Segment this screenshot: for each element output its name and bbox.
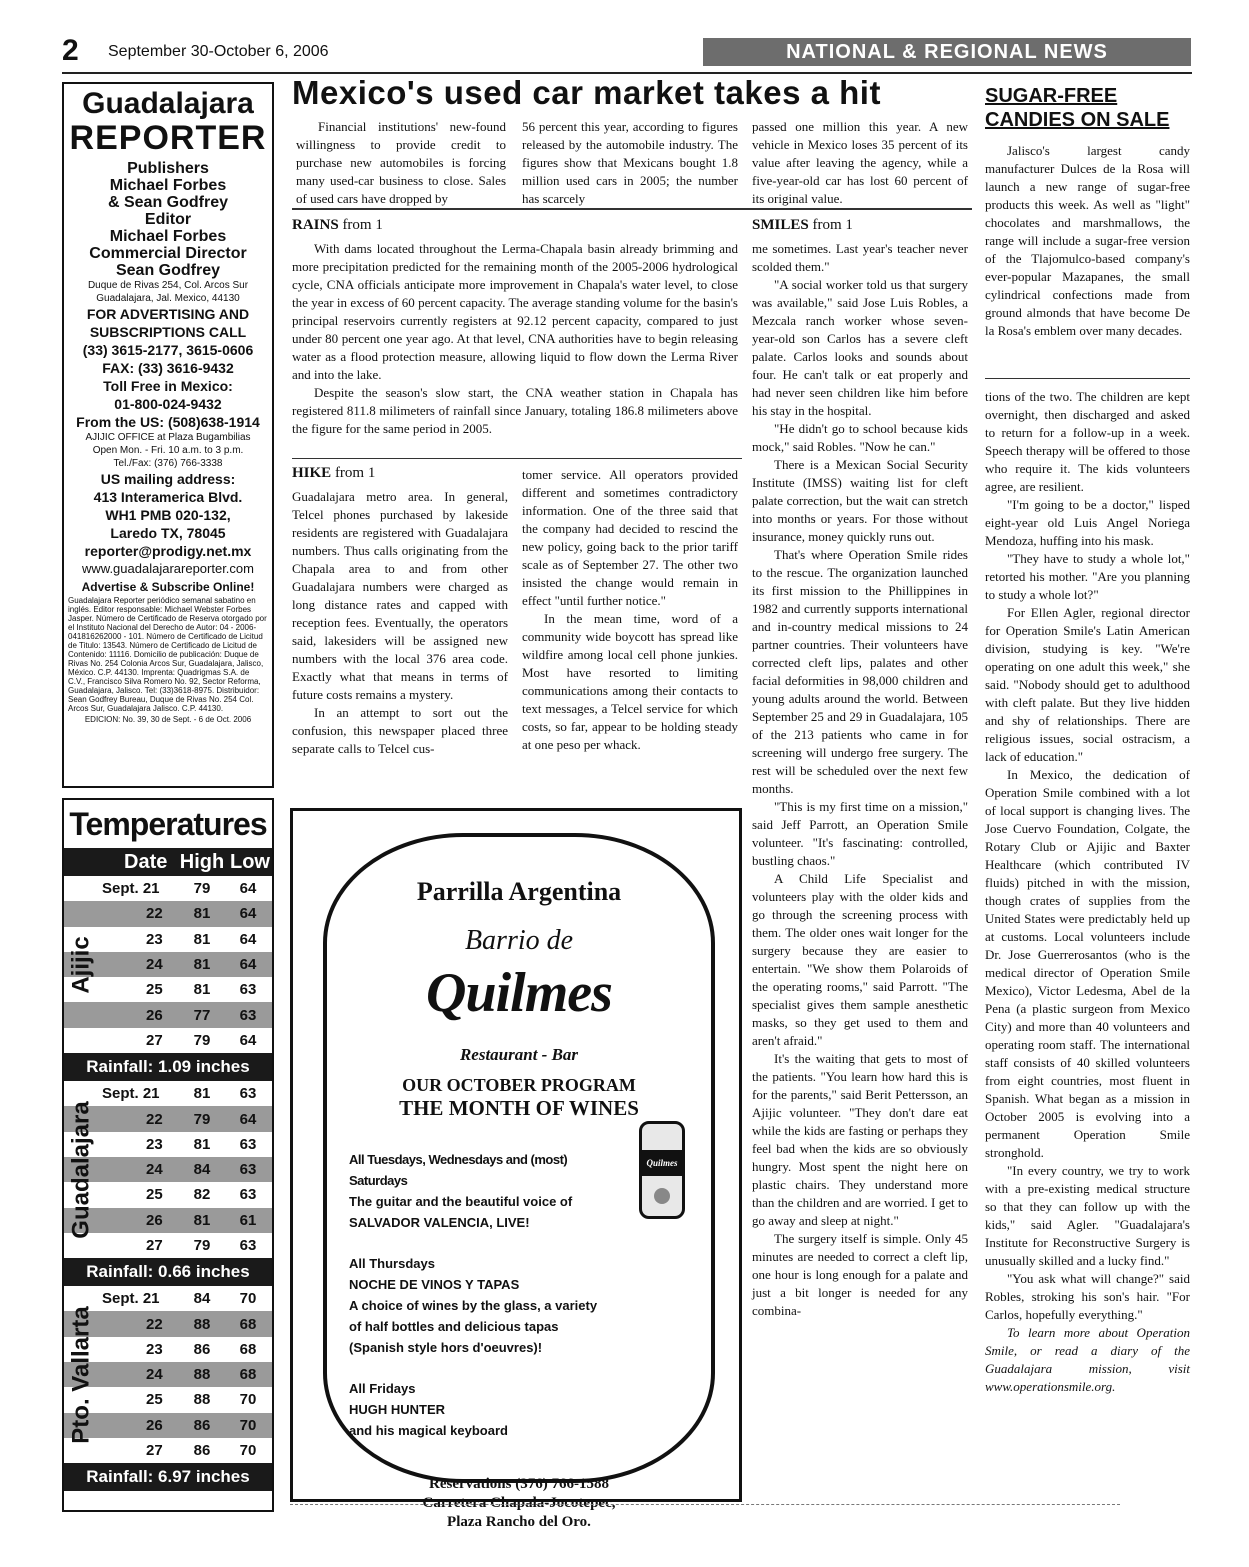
temperatures-title: Temperatures — [69, 806, 267, 842]
used-car-col2-text: 56 percent this year, according to figures released by the automobile industry. The figures show that Mexicans bought 1.8 million used cars in 2005; the number has scarcely — [522, 119, 738, 206]
ad-subtitle: Restaurant - Bar — [459, 1045, 579, 1064]
ad-events — [349, 1149, 609, 1441]
temperature-high: 82 — [193, 1186, 211, 1204]
temperature-high: 79 — [193, 1110, 211, 1128]
masthead-ads-line2: SUBSCRIPTIONS CALL — [89, 324, 247, 340]
temperature-low: 70 — [239, 1290, 257, 1308]
ad-event1-title: All Tuesdays, Wednesdays and (most) Saturdays — [349, 1152, 568, 1188]
ad-event1-line: SALVADOR VALENCIA, LIVE! — [349, 1215, 530, 1230]
ad-event3-title: All Fridays — [349, 1381, 416, 1396]
temperature-date: 24 — [146, 1366, 163, 1384]
beer-can-graphic — [639, 1121, 685, 1219]
hike-col1 — [292, 464, 508, 758]
temperature-date: 24 — [146, 956, 163, 974]
masthead-role: Sean Godfrey — [115, 262, 221, 279]
used-car-rule — [292, 208, 972, 210]
smiles-article — [752, 216, 968, 1320]
temperature-high: 81 — [193, 905, 211, 923]
restaurant-ad — [290, 808, 742, 1530]
temperature-date: 22 — [146, 1315, 163, 1333]
city-name-label: Ajijic — [68, 935, 96, 994]
masthead-website[interactable]: www.guadalajarareporter.com — [82, 561, 254, 576]
ad-reservations-plaza: Plaza Rancho del Oro. — [447, 1514, 591, 1530]
temperature-low: 64 — [239, 1031, 257, 1049]
smiles-body — [752, 240, 968, 1320]
temperature-low: 63 — [239, 981, 257, 999]
rainfall-total: Rainfall: 1.09 inches — [64, 1053, 272, 1081]
article-paragraph: tions of the two. The children are kept overnight, then discharged and asked to return for a follow-up in a week. Speech therapy will be offered to those who require it. The kids volunteers agree, are resilient. — [985, 389, 1190, 494]
sugar-headline-line1: SUGAR-FREE — [985, 85, 1118, 107]
smiles-from: from 1 — [808, 217, 853, 233]
article-paragraph: "In every country, we try to work with a pre-existing medical structure so that they can follow up with the kids," said Agler. "Guadalajara's Institute for Reconstructive Surgery is unusually skilled and a lucky find." — [985, 1163, 1190, 1268]
sugar-headline-line2: CANDIES ON SALE — [985, 109, 1170, 131]
city-name-label: Pto. Vallarta — [68, 1305, 96, 1444]
temperature-date: 25 — [146, 1391, 163, 1409]
temperature-high: 84 — [193, 1290, 211, 1308]
used-car-col3 — [752, 118, 968, 208]
masthead-address2: Guadalajara, Jal. Mexico, 44130 — [96, 293, 240, 304]
temperature-high: 79 — [193, 1031, 211, 1049]
ad-event2-line: NOCHE DE VINOS Y TAPAS — [349, 1277, 520, 1292]
masthead-us-mail2: WH1 PMB 020-132, — [105, 507, 231, 523]
ad-brand: Quilmes — [426, 962, 612, 1024]
temperature-date: 27 — [146, 1442, 163, 1460]
ad-oval — [323, 833, 715, 1530]
temperature-low: 68 — [239, 1315, 257, 1333]
issue-date: September 30-October 6, 2006 — [108, 43, 329, 60]
temperature-high: 84 — [193, 1161, 211, 1179]
temperature-low: 64 — [239, 905, 257, 923]
temperature-date: 26 — [146, 1416, 163, 1434]
hike-paragraph: tomer service. All operators provided different and sometimes contradictory information. One of the three said that the company had decided to rescind the new policy, going back to the prior tariff scale as of September 27. The other two insisted the change would remain in effect "until further notice." — [522, 467, 738, 608]
city-block — [64, 876, 272, 1053]
article-paragraph: "This is my first time on a mission," said Jeff Parrott, an Operation Smile volunteer. "It's fascinating: controlled, bustling chaos." — [752, 799, 968, 868]
temperature-date: 22 — [146, 905, 163, 923]
hike-paragraph: In an attempt to sort out the confusion, this newspaper placed three separate calls to Telcel cus- — [292, 705, 508, 756]
masthead-email[interactable]: reporter@prodigy.net.mx — [84, 543, 252, 559]
temperature-date: 24 — [146, 1161, 163, 1179]
header-date: Date — [124, 851, 168, 873]
article-paragraph: "A social worker told us that surgery was available," said Jose Luis Robles, a Mezcala ranch worker whose seven-year-old son Carlos has a severe cleft palate. Carlos looks and sounds about four. He can't talk or eat properly and had never seen children like him before his stay in the hospital. — [752, 277, 968, 418]
masthead-from-us: From the US: (508)638-1914 — [76, 414, 260, 430]
city-name — [64, 1081, 100, 1258]
header-low: Low — [230, 851, 270, 873]
ad-reservations-address: Carretera Chapala-Jocotepec, — [422, 1495, 616, 1511]
smiles-tail: To learn more about Operation Smile, or read a diary of the Guadalajara mission, visit www.operationsmile.org. — [985, 1325, 1190, 1394]
temperatures-header-row — [64, 848, 272, 876]
masthead-advertise: Advertise & Subscribe Online! — [81, 580, 255, 594]
city-name-label: Guadalajara — [68, 1100, 95, 1239]
temperature-date: Sept. 21 — [102, 880, 160, 898]
temperature-high: 86 — [193, 1416, 211, 1434]
masthead-address1: Duque de Rivas 254, Col. Arcos Sur — [87, 280, 249, 291]
city-name — [64, 1286, 100, 1463]
temperature-high: 88 — [193, 1366, 211, 1384]
masthead-box — [62, 82, 274, 788]
article-paragraph: There is a Mexican Social Security Institute (IMSS) waiting list for cleft palate correction, but the wait can stretch into months or years. For those without insurance, money quickly runs out. — [752, 457, 968, 544]
temperature-high: 81 — [193, 956, 211, 974]
city-list — [64, 876, 272, 1491]
masthead-name-line1: Guadalajara — [82, 87, 254, 120]
temperature-high: 81 — [193, 930, 211, 948]
beer-can-emblem — [654, 1188, 670, 1204]
temperature-low: 64 — [239, 880, 257, 898]
temperature-date: 23 — [146, 1340, 163, 1358]
article-paragraph: That's where Operation Smile rides to the rescue. The organization launched its first mission to the Phillippines in 1982 and currently supports international and in-country medical missions to 24 partner countries. Their volunteers have corrected cleft lips, palates and other facial deformities in 98,000 children and young adults around the world. Between September 25 and 29 in Guadalajara, 105 of the 213 patients who came in for screening will undergo free surgery. The rest will be scheduled over the next few months. — [752, 547, 968, 796]
temperature-low: 63 — [239, 1161, 257, 1179]
article-paragraph: me sometimes. Last year's teacher never scolded them." — [752, 241, 968, 274]
temperature-high: 88 — [193, 1391, 211, 1409]
temperature-low: 70 — [239, 1416, 257, 1434]
masthead-hours: Open Mon. - Fri. 10 a.m. to 3 p.m. — [92, 445, 244, 456]
used-car-col1 — [296, 118, 506, 208]
smiles-continued — [985, 388, 1190, 1396]
used-car-col1-text: Financial institutions' new-found willingness to provide credit to purchase new automobiles is forcing many used-car business to close. Sales of used cars have dropped by — [296, 119, 506, 206]
temperature-high: 81 — [193, 1135, 211, 1153]
article-paragraph: A Child Life Specialist and volunteers play with the older kids and go through the screening process with them. The older ones wait longer for the surgery because they are easier to entertain. "We show them Polaroids of the operating rooms," said Parrott. "The specialist gives them sample anesthetic masks, so they get used to them and aren't afraid." — [752, 871, 968, 1048]
temperature-high: 81 — [193, 1085, 211, 1103]
ad-title: Parrilla Argentina — [416, 877, 622, 906]
masthead-role: Publishers — [127, 160, 209, 177]
city-block — [64, 1286, 272, 1463]
temperature-low: 63 — [239, 1237, 257, 1254]
temperature-low: 61 — [239, 1211, 257, 1229]
sugar-headline — [985, 84, 1195, 132]
masthead-role: Michael Forbes — [109, 228, 227, 245]
article-paragraph: In Mexico, the dedication of Operation Smile combined with a lot of local support is changing lives. The Jose Cuervo Foundation, Colgate, the Rotary Club or Ajijic and Baxter Healthcare (which contributed IV fluids) pitched in with the mission, though crates of supplies from the United States were predictably held up at customs. Local volunteers include Dr. Jose Guerrerosantos (who is the medical director of Operation Smile Mexico), Victor Ledesma, Abel de la Pena (a plastic surgeon from Mexico City) and more than 40 volunteers and operating room staff. The international staff consists of 40 skilled volunteers from eight countries, most fluent in Spanish. What began as a mission in October 2005 is evolving into a permanent Operation Smile stronghold. — [985, 767, 1190, 1160]
rains-article — [292, 216, 738, 438]
masthead-ajijic-office: AJIJIC OFFICE at Plaza Bugambilias — [85, 432, 251, 443]
temperature-date: 27 — [146, 1031, 163, 1049]
masthead-name-line2: REPORTER — [69, 119, 267, 157]
city-block — [64, 1081, 272, 1258]
masthead-role: Michael Forbes — [109, 177, 227, 194]
temperature-date: 23 — [146, 1135, 163, 1153]
temperature-low: 63 — [239, 1135, 257, 1153]
rains-from: from 1 — [338, 217, 383, 233]
temperature-high: 86 — [193, 1442, 211, 1460]
temperature-date: 22 — [146, 1110, 163, 1128]
section-banner: NATIONAL & REGIONAL NEWS — [703, 38, 1191, 66]
masthead-fax: FAX: (33) 3616-9432 — [102, 360, 234, 376]
ad-event2-line: A choice of wines by the glass, a variety — [349, 1298, 598, 1313]
smiles-continued-body — [985, 388, 1190, 1324]
temperature-low: 63 — [239, 1186, 257, 1204]
article-paragraph: "He didn't go to school because kids mock," said Robles. "Now he can." — [752, 421, 968, 454]
ad-event2-title: All Thursdays — [349, 1256, 435, 1271]
masthead-role: & Sean Godfrey — [107, 194, 229, 211]
ad-event2-line: of half bottles and delicious tapas — [349, 1319, 559, 1334]
masthead-us-mail3: Laredo TX, 78045 — [110, 525, 226, 541]
temperature-high: 86 — [193, 1340, 211, 1358]
used-car-col3-text: passed one million this year. A new vehicle in Mexico loses 35 percent of its value after leaving the agency, while a five-year-old car has lost 60 percent of its original value. — [752, 119, 968, 206]
temperature-date: 27 — [146, 1237, 163, 1254]
sugar-article — [985, 142, 1190, 340]
hike-paragraph: Guadalajara metro area. In general, Telcel phones purchased by lakeside residents are registered with Guadalajara numbers. Thus calls originating from the Chapala area to and from other Guadalajara numbers were charged as long distance rates and capped with reception fees. Eventually, the operators said, lakesiders will be assigned new numbers with the local 376 area code. Exactly what that means in terms of future costs remains a mystery. — [292, 489, 508, 702]
rainfall-total: Rainfall: 6.97 inches — [64, 1463, 272, 1491]
hike-col2 — [522, 466, 738, 754]
used-car-col2 — [522, 118, 738, 208]
temperature-low: 63 — [239, 1006, 257, 1024]
smiles-kicker: SMILES — [752, 217, 809, 233]
masthead-phones: (33) 3615-2177, 3615-0606 — [82, 342, 254, 358]
temperature-low: 64 — [239, 930, 257, 948]
hike-paragraph: In the mean time, word of a community wide boycott has spread like wildfire among local cell phone junkies. Most have resorted to limiting communications among their contacts to text messages, a Telcel service for which costs, so far, appear to be holding steady at one peso per whack. — [522, 611, 738, 752]
masthead-role: Editor — [144, 211, 192, 228]
ad-program1: OUR OCTOBER PROGRAM — [402, 1075, 636, 1095]
temperature-low: 64 — [239, 956, 257, 974]
temperature-high: 79 — [193, 1237, 211, 1254]
hike-from: from 1 — [331, 465, 376, 481]
temperature-high: 81 — [193, 1211, 211, 1229]
ad-event3-line: and his magical keyboard — [349, 1423, 508, 1438]
article-paragraph: The surgery itself is simple. Only 45 minutes are needed to correct a cleft lip, one hour is long enough for a palate and just a bit longer is needed for any combina- — [752, 1231, 968, 1318]
ad-program2: THE MONTH OF WINES — [399, 1096, 639, 1120]
article-paragraph: It's the waiting that gets to most of the patients. "You learn how hard this is for the parents," said Berit Pettersson, an Ajijic volunteer. "They don't dare eat while the kids are fasting or perhaps they feel bad when the kids are so obviously hungry. Most spent the night here on plastic chairs. They understand more than the children and are worried. I get to go away and sleep at night." — [752, 1051, 968, 1228]
temperature-date: 25 — [146, 1186, 163, 1204]
masthead-ads-line1: FOR ADVERTISING AND — [86, 306, 250, 322]
rainfall-total: Rainfall: 0.66 inches — [64, 1258, 272, 1286]
rains-kicker: RAINS — [292, 217, 339, 233]
bottom-rule — [290, 1504, 1120, 1505]
city-name — [64, 876, 100, 1053]
article-paragraph: "I'm going to be a doctor," lisped eight-year old Luis Angel Noriega Mendoza, huffing into his mask. — [985, 497, 1190, 548]
masthead-telfax: Tel./Fax: (376) 766-3338 — [113, 458, 223, 469]
rains-rule — [292, 458, 742, 459]
temperature-date: Sept. 21 — [102, 1290, 160, 1308]
sugar-paragraph: Jalisco's largest candy manufacturer Dulces de la Rosa will launch a new range of sugar-free products this week. As well as "light" chocolates and marshmallows, the range will include a sugar-free version of the Tlajomulco-based company's ever-popular Mazapanes, the small cylindrical confections made from ground almonds that have become De la Rosa's emblem over many decades. — [985, 143, 1190, 338]
sugar-rule — [985, 378, 1190, 379]
temperature-date: Sept. 21 — [102, 1085, 160, 1103]
masthead-edition: EDICION: No. 39, 30 de Sept. - 6 de Oct. 2006 — [84, 715, 252, 724]
temperature-low: 64 — [239, 1110, 257, 1128]
ad-event1-line: The guitar and the beautiful voice of — [349, 1194, 573, 1209]
temperature-high: 79 — [193, 880, 211, 898]
ad-event3-line: HUGH HUNTER — [349, 1402, 446, 1417]
hike-kicker: HIKE — [292, 465, 332, 481]
ad-event2-line: (Spanish style hors d'oeuvres)! — [349, 1340, 543, 1355]
rains-paragraph: With dams located throughout the Lerma-Chapala basin already brimming and more precipitation predicted for the remaining month of the 2005-2006 hydrological cycle, CNA officials anticipate more improvement in Chapala's water level, to close the year in excess of 60 percent capacity. The average standing volume for the basin's principal reservoirs currently registers at 92.12 percent capacity, compared to just under 80 percent one year ago. At that level, CNA authorities have to begin releasing water as a flood protection measure, allowing liquid to flow down the Lerma River and into the lake. — [292, 241, 738, 382]
header-high: High — [179, 851, 225, 873]
temperature-date: 23 — [146, 930, 163, 948]
temperature-high: 88 — [193, 1315, 211, 1333]
temperature-low: 68 — [239, 1340, 257, 1358]
temperature-low: 70 — [239, 1391, 257, 1409]
temperature-low: 63 — [239, 1085, 257, 1103]
temperature-date: 25 — [146, 981, 163, 999]
masthead-legal: Guadalajara Reporter periódico semanal sabatino en inglés. Editor responsable: Michael Webster Forbes Jasper. Número de Certificado de Reserva otorgado por el Instituto Nacional del Derecho de Autor: 04 - 2006- 041816262000 - 101. Número de Certificado de Licitud de Titulo: 13543. Número de Certificado de Licitud de Contenido: 11116. Domicilio de publicación: Duque de Rivas No. 254 Colonia Arcos Sur, Guadalajara, Jalisco, México. C.P. 44130. Imprenta: Quadrigmas S.A. de C.V., Francisco Silva Romero No. 92, Sector Reforma, Guadalajara, Jalisco. Tel: (33)3618-8975. Distribuidor: Sean Godfrey Bureau, Duque de Rivas No. 254 Col. Arcos Sur, Guadalajara Jalisco. C.P. 44130. — [68, 596, 267, 713]
page-number: 2 — [62, 34, 79, 67]
masthead-us-mail1: 413 Interamerica Blvd. — [93, 489, 243, 505]
temperature-date: 26 — [146, 1211, 163, 1229]
temperature-high: 81 — [193, 981, 211, 999]
temperature-high: 77 — [193, 1006, 211, 1024]
article-paragraph: "They have to study a whole lot," retorted his mother. "Are you planning to study a whole lot?" — [985, 551, 1190, 602]
temperature-date: 26 — [146, 1006, 163, 1024]
article-paragraph: For Ellen Agler, regional director for Operation Smile's Latin American division, studying is key. "We're operating on one adult this week," she said. "Nobody should get to adulthood with cleft palate. But they live hidden and shy of relationships. There are religious issues, social ostracism, a lack of education." — [985, 605, 1190, 764]
beer-can-label: Quilmes — [642, 1150, 682, 1176]
ad-script: Barrio de — [464, 925, 574, 956]
rains-paragraph: Despite the season's slow start, the CNA weather station in Chapala has registered 811.8 milimeters of rainfall since January, totaling 186.8 milimeters above the figure for the same period in 2005. — [292, 385, 738, 436]
temperature-low: 68 — [239, 1366, 257, 1384]
article-paragraph: "You ask what will change?" said Robles, stroking his son's hair. "For Carlos, hopefully everything." — [985, 1271, 1190, 1322]
masthead-tollfree-label: Toll Free in Mexico: — [103, 378, 233, 394]
masthead-us-mail-label: US mailing address: — [100, 471, 236, 487]
masthead-role: Commercial Director — [89, 245, 247, 262]
masthead-tollfree: 01-800-024-9432 — [114, 396, 222, 412]
used-car-headline: Mexico's used car market takes a hit — [292, 74, 881, 111]
temperature-low: 70 — [239, 1442, 257, 1460]
ad-reservations-phone: Reservations (376) 766-1588 — [429, 1476, 609, 1492]
temperatures-box — [62, 798, 274, 1512]
